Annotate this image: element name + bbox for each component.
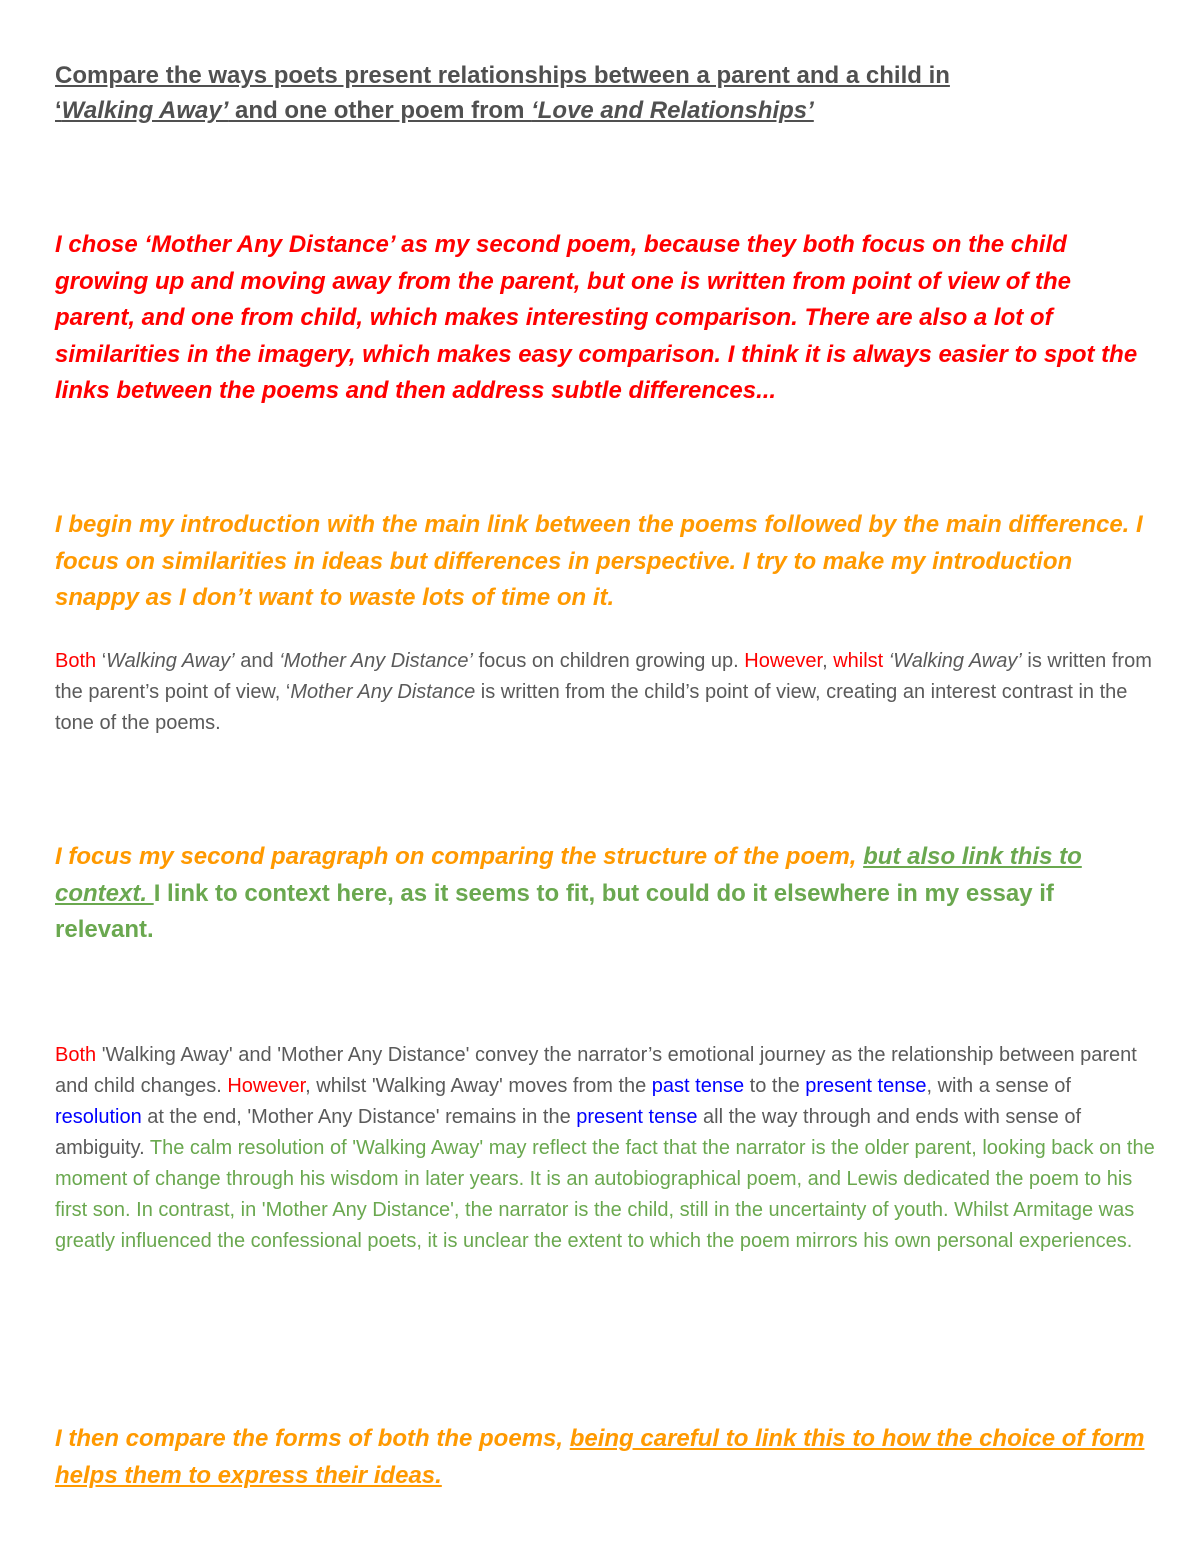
term-resolution: resolution xyxy=(55,1106,142,1128)
structure-paragraph: Both 'Walking Away' and 'Mother Any Distance' convey the narrator’s emotional journey as the relationship between parent and child changes. However, whilst 'Walking Away' moves from the past tense to the present tense, with a sense of resolution at the end, 'Mother Any Distance' remains in the present tense all the way through and ends with sense of ambiguity. The calm resolution of 'Walking Away' may reflect the fact that the narrator is the older parent, looking back on the moment of change through his wisdom in later years. It is an autobiographical poem, and Lewis dedicated the poem to his first son. In contrast, in 'Mother Any Distance', the narrator is the child, still in the uncertainty of youth. Whilst Armitage was greatly influenced the confessional poets, it is unclear the extent to which the poem mirrors his own personal experiences. xyxy=(55,1044,1155,1252)
poem-title-mother-any-distance: ‘Mother Any Distance’ xyxy=(279,650,473,672)
title-anthology-name: ‘Love and Relationships’ xyxy=(531,97,814,124)
connective-however: However xyxy=(744,650,823,672)
connective-whilst: whilst xyxy=(833,650,884,672)
poem-title-mother-any-distance-2: Mother Any Distance xyxy=(290,681,476,703)
title-poem-walking-away: Walking Away’ xyxy=(61,97,229,124)
connective-both: Both xyxy=(55,650,97,672)
title-quote-open: ‘ xyxy=(55,97,62,124)
note-context-link-underlined: but also link this to context. xyxy=(55,843,1082,907)
note-introduction-approach: I begin my introduction with the main link between the poems followed by the main difference. I focus on similarities in ideas but differences in perspective. I try to make my introduction snappy as I don’t want to waste lots of time on it. xyxy=(55,511,1143,611)
note-form-link-underlined: being careful to link this to how the choice of form helps them to express their ideas. xyxy=(55,1425,1145,1489)
note-form-comparison: I then compare the forms of both the poems, being careful to link this to how the choice of form helps them to express their ideas. xyxy=(55,1425,1145,1489)
note-context-explanation: I link to context here, as it seems to fit, but could do it elsewhere in my essay if relevant. xyxy=(55,879,1054,943)
note-structure-and-context: I focus my second paragraph on comparing the structure of the poem, but also link this to context. I link to context here, as it seems to fit, but could do it elsewhere in my essay if relevant. xyxy=(55,843,1082,943)
title-line-1: Compare the ways poets present relationships between a parent and a child in xyxy=(55,62,950,89)
introduction-paragraph: Both ‘Walking Away’ and ‘Mother Any Distance’ focus on children growing up. However, whilst ‘Walking Away’ is written from the parent’s point of view, ‘Mother Any Distance is written from the child’s point of view, creating an interest contrast in the tone of the poems. xyxy=(55,650,1152,734)
poem-title-walking-away: Walking Away’ xyxy=(106,650,235,672)
term-present-tense: present tense xyxy=(805,1075,927,1097)
term-present-tense-2: present tense xyxy=(576,1106,698,1128)
note-poem-choice: I chose ‘Mother Any Distance’ as my second poem, because they both focus on the child growing up and moving away from the parent, but one is written from point of view of the parent, and one from child, which makes interesting comparison. There are also a lot of similarities in the imagery, which makes easy comparison. I think it is always easier to spot the links between the poems and then address subtle differences... xyxy=(55,231,1138,404)
connective-however: However xyxy=(227,1075,306,1097)
essay-question-title xyxy=(55,58,1155,128)
title-middle-text: and one other poem from xyxy=(228,97,532,124)
context-commentary: The calm resolution of 'Walking Away' may reflect the fact that the narrator is the older parent, looking back on the moment of change through his wisdom in later years. It is an autobiographical poem, and Lewis dedicated the poem to his first son. In contrast, in 'Mother Any Distance', the narrator is the child, still in the uncertainty of youth. Whilst Armitage was greatly influenced the confessional poets, it is unclear the extent to which the poem mirrors his own personal experiences. xyxy=(55,1137,1155,1252)
connective-both: Both xyxy=(55,1044,97,1066)
term-past-tense: past tense xyxy=(651,1075,745,1097)
poem-title-walking-away-2: ‘Walking Away’ xyxy=(888,650,1022,672)
